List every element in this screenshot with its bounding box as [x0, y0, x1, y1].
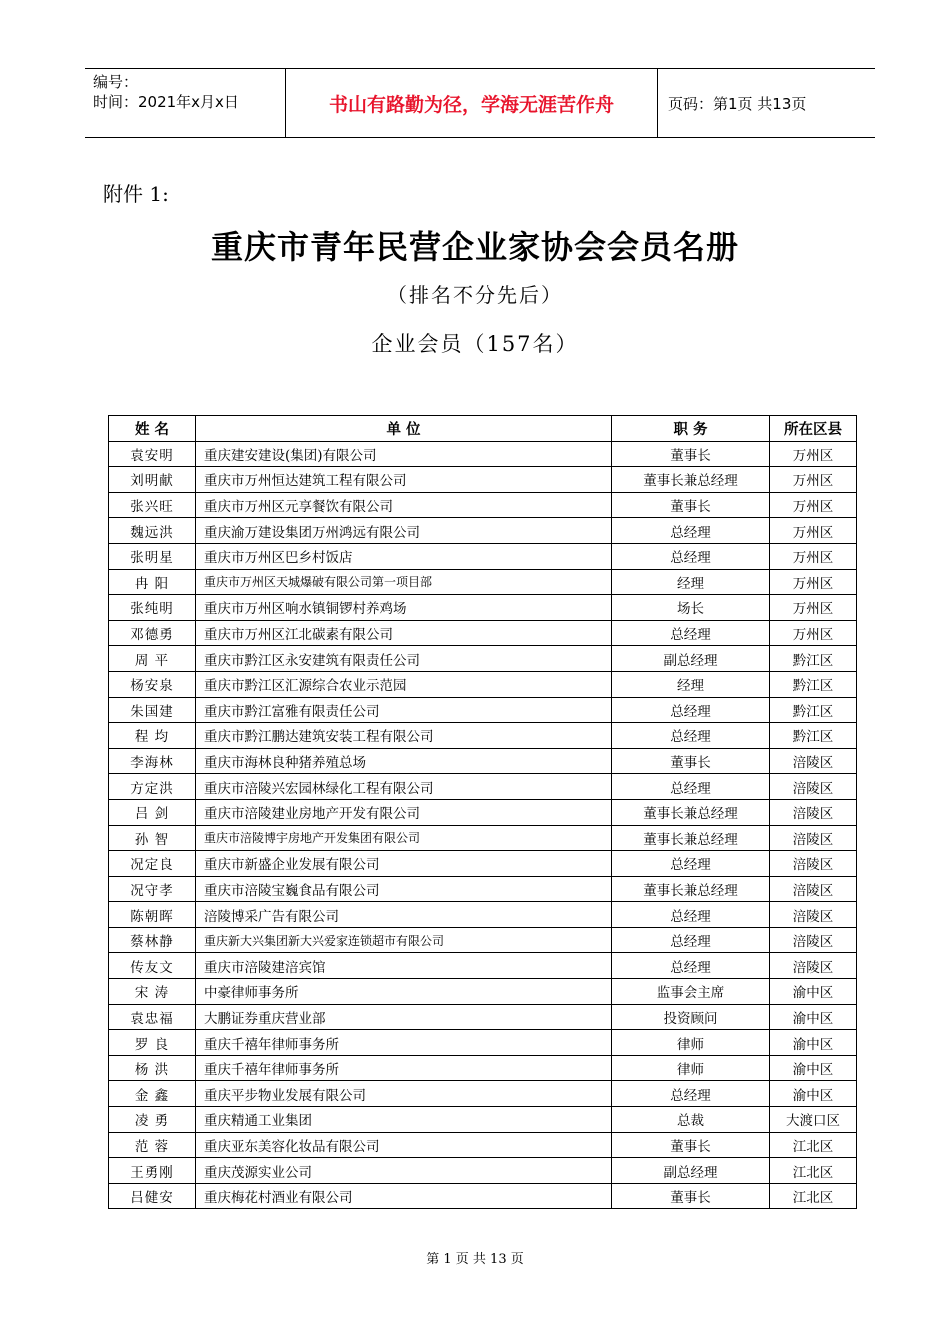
header-name: 姓 名 — [109, 416, 196, 442]
member-name: 杨安泉 — [109, 671, 196, 697]
member-unit: 重庆市新盛企业发展有限公司 — [196, 851, 612, 877]
member-position: 投资顾问 — [612, 1004, 770, 1030]
table-header-row — [109, 416, 857, 442]
member-unit: 重庆市万州区江北碳素有限公司 — [196, 620, 612, 646]
member-position: 总裁 — [612, 1107, 770, 1133]
member-district: 万州区 — [770, 467, 857, 493]
member-unit: 重庆梅花村酒业有限公司 — [196, 1183, 612, 1209]
member-district: 涪陵区 — [770, 825, 857, 851]
member-name: 朱国建 — [109, 697, 196, 723]
member-position: 董事长 — [612, 492, 770, 518]
member-unit: 重庆市黔江富雅有限责任公司 — [196, 697, 612, 723]
table-row — [109, 1081, 857, 1107]
table-row — [109, 1183, 857, 1209]
member-unit: 重庆市涪陵建涪宾馆 — [196, 953, 612, 979]
member-unit: 重庆市黔江鹏达建筑安装工程有限公司 — [196, 723, 612, 749]
member-position: 总经理 — [612, 902, 770, 928]
member-district: 黔江区 — [770, 671, 857, 697]
member-unit: 重庆新大兴集团新大兴爱家连锁超市有限公司 — [196, 927, 612, 953]
motto-text: 书山有路勤为径，学海无涯苦作舟 — [328, 93, 614, 116]
member-district: 万州区 — [770, 492, 857, 518]
member-position: 总经理 — [612, 774, 770, 800]
table-row — [109, 774, 857, 800]
member-district: 涪陵区 — [770, 851, 857, 877]
member-position: 总经理 — [612, 927, 770, 953]
member-position: 总经理 — [612, 620, 770, 646]
time-label: 时间：2021年x月x日 — [93, 93, 239, 111]
member-district: 江北区 — [770, 1132, 857, 1158]
table-row — [109, 748, 857, 774]
member-position: 总经理 — [612, 1081, 770, 1107]
member-name: 杨 洪 — [109, 1055, 196, 1081]
table-row — [109, 697, 857, 723]
member-district: 渝中区 — [770, 1055, 857, 1081]
member-district: 万州区 — [770, 543, 857, 569]
table-body — [109, 441, 857, 1209]
member-count-label: 企业会员（157名） — [371, 332, 579, 356]
member-position: 律师 — [612, 1055, 770, 1081]
table-row — [109, 620, 857, 646]
member-district: 渝中区 — [770, 1030, 857, 1056]
table-row — [109, 1055, 857, 1081]
member-name: 冉 阳 — [109, 569, 196, 595]
member-unit: 重庆市黔江区永安建筑有限责任公司 — [196, 646, 612, 672]
member-name: 张兴旺 — [109, 492, 196, 518]
member-position: 总经理 — [612, 518, 770, 544]
subtitle: （排名不分先后） — [387, 283, 563, 307]
member-unit: 重庆市黔江区汇源综合农业示范园 — [196, 671, 612, 697]
member-district: 万州区 — [770, 569, 857, 595]
member-name: 吕 剑 — [109, 799, 196, 825]
member-unit: 重庆平步物业发展有限公司 — [196, 1081, 612, 1107]
table-row — [109, 1132, 857, 1158]
member-unit: 重庆建安建设(集团)有限公司 — [196, 441, 612, 467]
member-name: 宋 涛 — [109, 979, 196, 1005]
member-district: 渝中区 — [770, 1004, 857, 1030]
table-row — [109, 646, 857, 672]
table-row — [109, 671, 857, 697]
member-position: 经理 — [612, 671, 770, 697]
table-row — [109, 902, 857, 928]
member-name: 况守孝 — [109, 876, 196, 902]
page-title: 重庆市青年民营企业家协会会员名册 — [210, 228, 739, 266]
member-unit: 重庆市万州区响水镇铜锣村养鸡场 — [196, 595, 612, 621]
member-unit: 重庆市涪陵兴宏园林绿化工程有限公司 — [196, 774, 612, 800]
table-row — [109, 979, 857, 1005]
table-row — [109, 467, 857, 493]
member-district: 涪陵区 — [770, 902, 857, 928]
member-position: 总经理 — [612, 723, 770, 749]
member-position: 总经理 — [612, 697, 770, 723]
table-row — [109, 1158, 857, 1184]
member-district: 黔江区 — [770, 646, 857, 672]
member-name: 陈朝晖 — [109, 902, 196, 928]
header-motto-cell — [286, 69, 658, 137]
member-unit: 重庆市涪陵博宇房地产开发集团有限公司 — [196, 825, 612, 851]
member-unit: 重庆市万州恒达建筑工程有限公司 — [196, 467, 612, 493]
member-unit: 重庆千禧年律师事务所 — [196, 1030, 612, 1056]
member-district: 渝中区 — [770, 1081, 857, 1107]
table-row — [109, 595, 857, 621]
member-name: 袁忠福 — [109, 1004, 196, 1030]
member-position: 董事长兼总经理 — [612, 467, 770, 493]
member-district: 万州区 — [770, 620, 857, 646]
member-name: 传友文 — [109, 953, 196, 979]
member-name: 刘明献 — [109, 467, 196, 493]
member-position: 董事长 — [612, 441, 770, 467]
table-row — [109, 1004, 857, 1030]
member-unit: 涪陵博采广告有限公司 — [196, 902, 612, 928]
member-unit: 重庆市万州区元享餐饮有限公司 — [196, 492, 612, 518]
header-meta-cell — [85, 69, 286, 137]
member-name: 范 蓉 — [109, 1132, 196, 1158]
member-position: 副总经理 — [612, 646, 770, 672]
member-name: 金 鑫 — [109, 1081, 196, 1107]
member-position: 经理 — [612, 569, 770, 595]
table-row — [109, 1107, 857, 1133]
member-district: 黔江区 — [770, 723, 857, 749]
number-label: 编号： — [93, 73, 139, 91]
table-row — [109, 569, 857, 595]
member-table — [108, 415, 857, 1209]
member-unit: 重庆市海林良种猪养殖总场 — [196, 748, 612, 774]
member-name: 李海林 — [109, 748, 196, 774]
member-unit: 重庆市万州区天城爆破有限公司第一项目部 — [196, 569, 612, 595]
table-row — [109, 927, 857, 953]
header-district: 所在区县 — [770, 416, 857, 442]
table-row — [109, 825, 857, 851]
member-unit: 大鹏证券重庆营业部 — [196, 1004, 612, 1030]
member-position: 监事会主席 — [612, 979, 770, 1005]
member-district: 大渡口区 — [770, 1107, 857, 1133]
member-position: 董事长 — [612, 1132, 770, 1158]
member-name: 魏远洪 — [109, 518, 196, 544]
member-unit: 重庆渝万建设集团万州鸿远有限公司 — [196, 518, 612, 544]
table-row — [109, 723, 857, 749]
member-name: 袁安明 — [109, 441, 196, 467]
member-district: 涪陵区 — [770, 774, 857, 800]
member-position: 董事长兼总经理 — [612, 876, 770, 902]
table-row — [109, 953, 857, 979]
page-info: 页码：第1页 共13页 — [668, 94, 807, 113]
member-district: 涪陵区 — [770, 953, 857, 979]
member-name: 吕健安 — [109, 1183, 196, 1209]
header-position: 职 务 — [612, 416, 770, 442]
table-row — [109, 492, 857, 518]
member-name: 邓德勇 — [109, 620, 196, 646]
member-position: 总经理 — [612, 851, 770, 877]
member-position: 场长 — [612, 595, 770, 621]
member-district: 渝中区 — [770, 979, 857, 1005]
member-district: 涪陵区 — [770, 748, 857, 774]
member-name: 况定良 — [109, 851, 196, 877]
member-name: 王勇刚 — [109, 1158, 196, 1184]
member-unit: 重庆市涪陵建业房地产开发有限公司 — [196, 799, 612, 825]
table-row — [109, 799, 857, 825]
member-district: 涪陵区 — [770, 799, 857, 825]
member-unit: 重庆茂源实业公司 — [196, 1158, 612, 1184]
member-unit: 重庆精通工业集团 — [196, 1107, 612, 1133]
member-unit: 重庆市万州区巴乡村饭店 — [196, 543, 612, 569]
member-district: 江北区 — [770, 1183, 857, 1209]
member-name: 程 均 — [109, 723, 196, 749]
member-district: 万州区 — [770, 518, 857, 544]
attachment-label: 附件 1: — [103, 182, 169, 206]
member-unit: 重庆亚东美容化妆品有限公司 — [196, 1132, 612, 1158]
member-position: 董事长 — [612, 1183, 770, 1209]
member-position: 董事长 — [612, 748, 770, 774]
member-name: 罗 良 — [109, 1030, 196, 1056]
document-header — [85, 68, 875, 138]
table-row — [109, 543, 857, 569]
member-unit: 中豪律师事务所 — [196, 979, 612, 1005]
member-position: 副总经理 — [612, 1158, 770, 1184]
member-name: 蔡林静 — [109, 927, 196, 953]
table-row — [109, 518, 857, 544]
member-district: 万州区 — [770, 595, 857, 621]
member-unit: 重庆千禧年律师事务所 — [196, 1055, 612, 1081]
member-name: 周 平 — [109, 646, 196, 672]
member-name: 方定洪 — [109, 774, 196, 800]
table-row — [109, 1030, 857, 1056]
member-district: 万州区 — [770, 441, 857, 467]
member-position: 董事长兼总经理 — [612, 799, 770, 825]
header-page-cell — [658, 69, 875, 137]
member-district: 涪陵区 — [770, 876, 857, 902]
member-name: 张明星 — [109, 543, 196, 569]
member-position: 董事长兼总经理 — [612, 825, 770, 851]
table-row — [109, 851, 857, 877]
member-name: 张纯明 — [109, 595, 196, 621]
member-position: 总经理 — [612, 953, 770, 979]
member-name: 凌 勇 — [109, 1107, 196, 1133]
member-position: 总经理 — [612, 543, 770, 569]
member-district: 江北区 — [770, 1158, 857, 1184]
table-row — [109, 441, 857, 467]
member-district: 涪陵区 — [770, 927, 857, 953]
member-name: 孙 智 — [109, 825, 196, 851]
member-unit: 重庆市涪陵宝巍食品有限公司 — [196, 876, 612, 902]
page-footer: 第 1 页 共 13 页 — [426, 1252, 524, 1267]
member-district: 黔江区 — [770, 697, 857, 723]
table-row — [109, 876, 857, 902]
member-position: 律师 — [612, 1030, 770, 1056]
header-unit: 单 位 — [196, 416, 612, 442]
